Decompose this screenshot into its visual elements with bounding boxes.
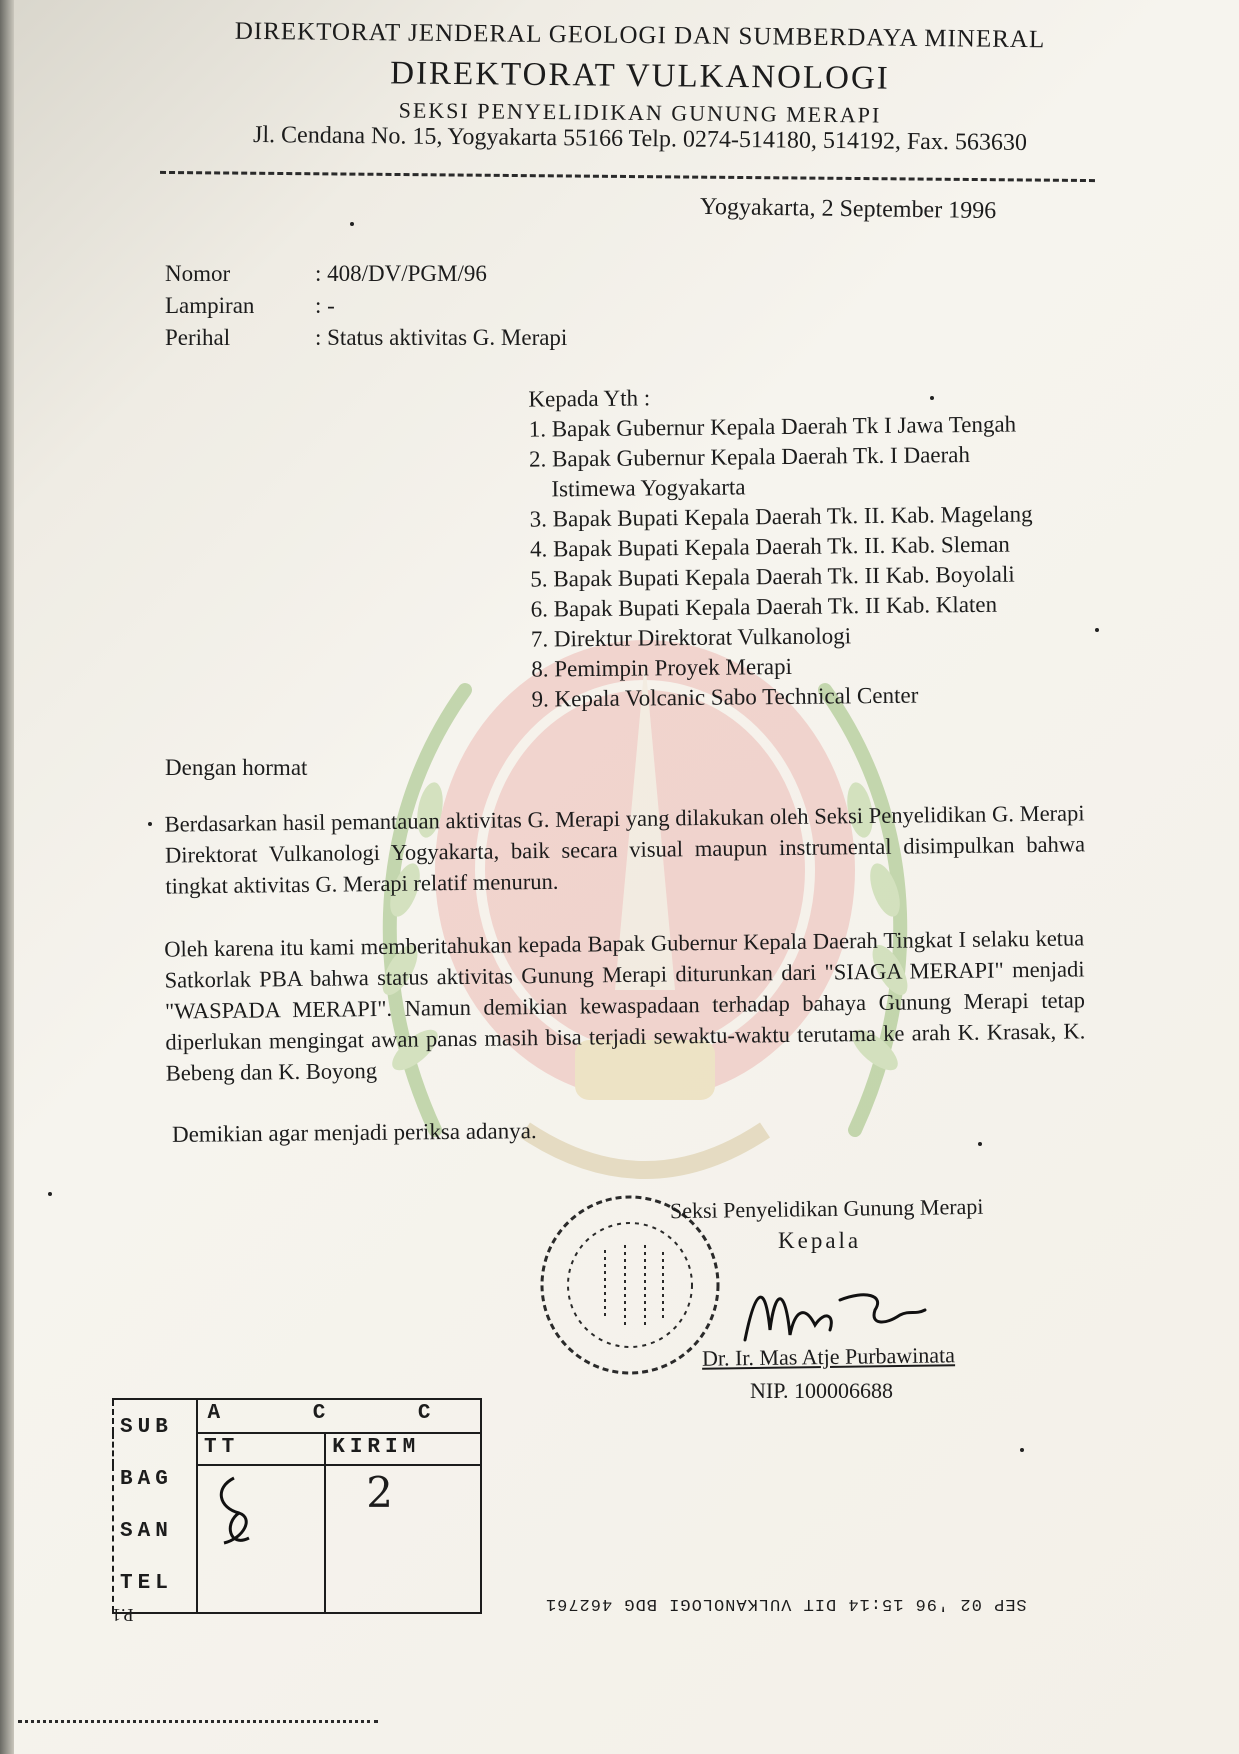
routing-side-label: SAN bbox=[120, 1520, 173, 1543]
scan-speck bbox=[1020, 1448, 1024, 1452]
recipient-item: 1. Bapak Gubernur Kepala Daerah Tk I Jawa Tengah bbox=[528, 411, 1017, 442]
routing-side-label: SUB bbox=[120, 1416, 173, 1439]
scan-speck bbox=[1095, 628, 1099, 632]
letterhead-address: Jl. Cendana No. 15, Yogyakarta 55166 Telp. 0274-514180, 514192, Fax. 563630 bbox=[252, 121, 1028, 157]
recipients-list bbox=[529, 409, 1035, 714]
recipient-item: Istimewa Yogyakarta bbox=[551, 474, 746, 502]
scan-speck bbox=[48, 1192, 52, 1196]
scan-edge-shadow bbox=[0, 0, 14, 1754]
letterhead-line-1: DIREKTORAT JENDERAL GEOLOGI DAN SUMBERDAYA MINERAL bbox=[234, 17, 1046, 54]
body-paragraph-2: Oleh karena itu kami memberitahukan kepada Bapak Gubernur Kepala Daerah Tingkat I selaku ketua Satkorlak PBA bahwa status aktivitas Gunung Merapi diturunkan dari "SIAGA MERAPI" menjadi "WASPADA MERAPI". Namun demikian kewaspadaan terhadap bahaya Gunung Merapi tetap diperlukan mengingat awan panas masih bisa terjadi sewaktu-waktu terutama ke arah K. Krasak, K. Bebeng dan K. Boyong bbox=[164, 925, 1086, 1086]
perihal-value: : Status aktivitas G. Merapi bbox=[315, 325, 568, 350]
recipient-item: 2. Bapak Gubernur Kepala Daerah Tk. I Daerah bbox=[528, 442, 971, 472]
fax-header-line: SEP 02 '96 15:14 DIT VULKANOLOGI BDG 462761 bbox=[545, 1594, 1027, 1613]
paraf-mark-icon bbox=[204, 1468, 274, 1558]
recipient-item: 9. Kepala Volcanic Sabo Technical Center bbox=[531, 682, 919, 712]
closing-line: Demikian agar menjadi periksa adanya. bbox=[171, 1118, 537, 1147]
nomor-label: Nomor bbox=[165, 261, 231, 286]
routing-col-kirim: KIRIM bbox=[325, 1433, 481, 1465]
lampiran-label: Lampiran bbox=[165, 293, 255, 318]
salutation: Dengan hormat bbox=[165, 755, 308, 780]
body-paragraph-1: Berdasarkan hasil pemantauan aktivitas G. Merapi yang dilakukan oleh Seksi Penyelidikan G. Merapi Direktorat Vulkanologi Yogyakarta, baik secara visual maupun instrumental disimpulkan bahwa tingkat aktivitas G. Merapi relatif menurun. bbox=[164, 800, 1086, 899]
scan-speck bbox=[148, 822, 152, 826]
letter-meta bbox=[165, 258, 567, 354]
lampiran-value: : - bbox=[315, 293, 335, 318]
recipients-heading: Kepada Yth : bbox=[528, 385, 651, 412]
signatory-nip: NIP. 100006688 bbox=[750, 1378, 894, 1403]
bottom-divider bbox=[18, 1720, 378, 1723]
recipient-item: 3. Bapak Bupati Kepala Daerah Tk. II. Kab. Magelang bbox=[529, 501, 1033, 532]
recipient-item: 4. Bapak Bupati Kepala Daerah Tk. II. Kab. Sleman bbox=[529, 531, 1010, 562]
signatory-name: Dr. Ir. Mas Atje Purbawinata bbox=[701, 1342, 956, 1371]
letter-date: Yogyakarta, 2 September 1996 bbox=[699, 193, 997, 225]
meta-row-nomor bbox=[165, 258, 567, 290]
routing-header: A C C bbox=[197, 1399, 481, 1433]
scan-speck bbox=[350, 222, 354, 226]
handwritten-signature-icon bbox=[735, 1270, 935, 1350]
page-mark: P.1 bbox=[112, 1605, 134, 1625]
routing-cell-paraf bbox=[197, 1465, 325, 1613]
routing-side-label: TEL bbox=[120, 1572, 173, 1595]
routing-table bbox=[112, 1398, 482, 1614]
nomor-value: : 408/DV/PGM/96 bbox=[315, 261, 487, 286]
recipient-item: 6. Bapak Bupati Kepala Daerah Tk. II Kab. Klaten bbox=[530, 591, 998, 622]
letterhead-line-3: SEKSI PENYELIDIKAN GUNUNG MERAPI bbox=[398, 97, 882, 128]
signature-title: Seksi Penyelidikan Gunung Merapi bbox=[669, 1193, 984, 1224]
routing-stamp-box bbox=[112, 1398, 482, 1593]
meta-row-lampiran bbox=[165, 290, 567, 322]
scan-speck bbox=[978, 1142, 982, 1146]
routing-cell-kirim-mark: 2 bbox=[325, 1465, 481, 1613]
perihal-label: Perihal bbox=[165, 325, 231, 350]
letterhead-line-2: DIREKTORAT VULKANOLOGI bbox=[390, 55, 890, 97]
routing-side-label: BAG bbox=[120, 1468, 173, 1491]
recipient-item: 8. Pemimpin Proyek Merapi bbox=[531, 653, 793, 682]
routing-side-labels bbox=[113, 1399, 197, 1613]
meta-row-perihal bbox=[165, 322, 567, 354]
scan-speck bbox=[930, 396, 934, 400]
recipient-item: 5. Bapak Bupati Kepala Daerah Tk. II Kab. Boyolali bbox=[530, 561, 1015, 592]
routing-col-tt: TT bbox=[197, 1433, 325, 1465]
recipients-block bbox=[528, 379, 1034, 714]
signature-role: Kepala bbox=[778, 1228, 862, 1253]
recipient-item: 7. Direktur Direktorat Vulkanologi bbox=[530, 623, 852, 652]
